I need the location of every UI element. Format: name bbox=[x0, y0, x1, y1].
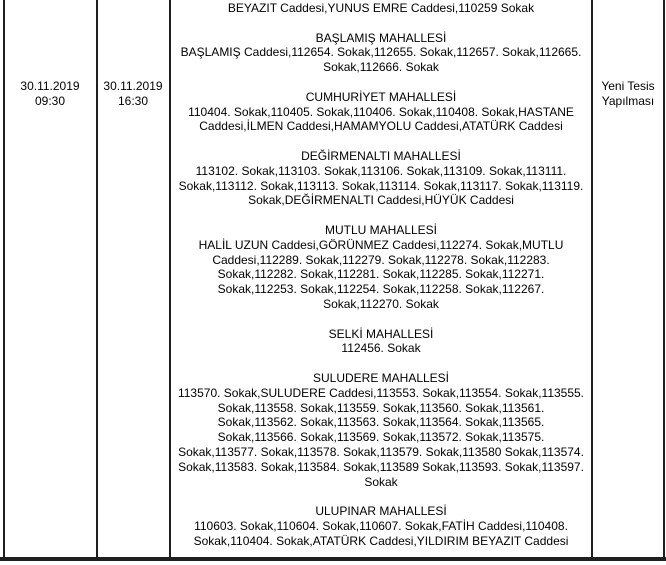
outage-start-cell bbox=[6, 79, 94, 109]
table-border-right bbox=[663, 0, 665, 557]
area-section bbox=[177, 327, 585, 357]
area-section-streets: 110404. Sokak,110405. Sokak,110406. Sokak,110408. Sokak,HASTANE Caddesi,İLMEN Caddesi,HAMAMYOLU Caddesi,ATATÜRK Caddesi bbox=[188, 104, 574, 134]
area-section-title: CUMHURİYET MAHALLESİ bbox=[305, 89, 457, 104]
area-section-streets: HALİL UZUN Caddesi,GÖRÜNMEZ Caddesi,112274. Sokak,MUTLU Caddesi,112289. Sokak,112279. Sokak,112278. Sokak,112283. Sokak,112282. Sokak,112281. Sokak,112285. Sokak,112271. Sokak,112253. Sokak,112254. Sokak,112258. Sokak,112267. Sokak,112270. Sokak bbox=[198, 237, 564, 311]
area-section-title: ULUPINAR MAHALLESİ bbox=[315, 504, 447, 519]
outage-end-cell bbox=[99, 79, 167, 109]
area-section bbox=[177, 149, 585, 208]
area-section-title: MUTLU MAHALLESİ bbox=[324, 222, 438, 237]
outage-end-date: 30.11.2019 bbox=[103, 79, 163, 93]
table-border-left bbox=[3, 0, 5, 557]
area-section-streets: BAŞLAMIŞ Caddesi,112654. Sokak,112655. Sokak,112657. Sokak,112665. Sokak,112666. Sokak bbox=[180, 45, 582, 75]
outage-reason-cell bbox=[596, 79, 660, 109]
table-border-end-areas-divider bbox=[169, 0, 171, 557]
area-section-streets: 110603. Sokak,110604. Sokak,110607. Sokak,FATİH Caddesi,110408. Sokak,110404. Sokak,ATATÜRK Caddesi,YILDIRIM BEYAZIT Caddesi bbox=[193, 518, 569, 548]
area-section-streets: 113102. Sokak,113103. Sokak,113106. Sokak,113109. Sokak,113111. Sokak,113112. Sokak,113113. Sokak,113114. Sokak,113117. Sokak,113119. Sokak,DEĞİRMENALTI Caddesi,HÜYÜK Caddesi bbox=[178, 163, 584, 208]
outage-start-date: 30.11.2019 bbox=[20, 79, 80, 93]
outage-end-time: 16:30 bbox=[117, 94, 149, 108]
table-border-start-end-divider bbox=[96, 0, 98, 557]
outage-reason: Yeni Tesis Yapılması bbox=[601, 79, 655, 108]
area-section bbox=[177, 31, 585, 75]
outage-start-time: 09:30 bbox=[34, 94, 66, 108]
area-section bbox=[177, 504, 585, 548]
table-border-bottom bbox=[0, 557, 666, 561]
area-section bbox=[177, 223, 585, 312]
area-section-continuation bbox=[177, 1, 585, 16]
table-border-areas-reason-divider bbox=[591, 0, 593, 557]
area-section-title: DEĞİRMENALTI MAHALLESİ bbox=[301, 148, 461, 163]
area-section bbox=[177, 90, 585, 134]
area-section-title: BAŞLAMIŞ MAHALLESİ bbox=[315, 30, 447, 45]
area-section-streets: BEYAZIT Caddesi,YUNUS EMRE Caddesi,110259 Sokak bbox=[227, 1, 535, 15]
affected-areas-cell bbox=[177, 1, 585, 548]
area-section bbox=[177, 371, 585, 489]
area-section-title: SELKİ MAHALLESİ bbox=[328, 326, 434, 341]
area-section-streets: 113570. Sokak,SULUDERE Caddesi,113553. Sokak,113554. Sokak,113555. Sokak,113558. Sokak,113559. Sokak,113560. Sokak,113561. Sokak,113562. Sokak,113563. Sokak,113564. Sokak,113565. Sokak,113566. Sokak,113569. Sokak,113572. Sokak,113575. Sokak,113577. Sokak,113578. Sokak,113579. Sokak,113580 Sokak,113574. Sokak,113583. Sokak,113584. Sokak,113589 Sokak,113593. Sokak,113597. Sokak bbox=[177, 385, 585, 489]
area-section-title: SULUDERE MAHALLESİ bbox=[312, 370, 450, 385]
area-section-streets: 112456. Sokak bbox=[341, 341, 421, 356]
